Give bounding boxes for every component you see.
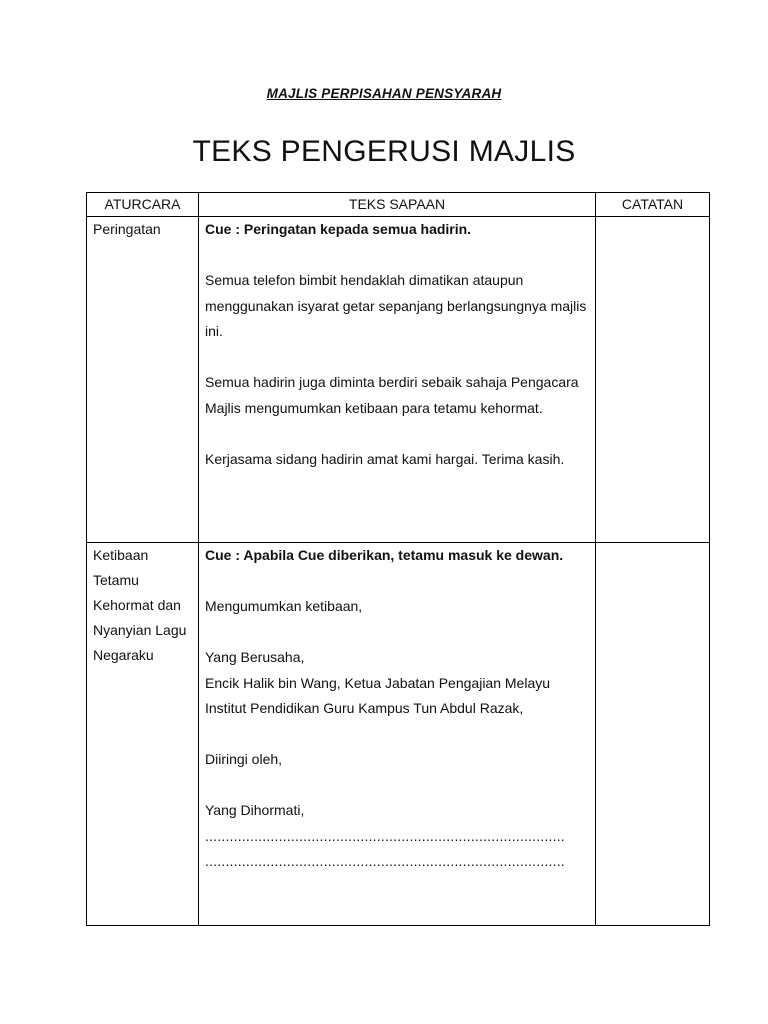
- paragraph: Kerjasama sidang hadirin amat kami hargai. Terima kasih.: [205, 450, 565, 467]
- paragraph: Semua hadirin juga diminta berdiri sebaik sahaja Pengacara Majlis mengumumkan ketibaan para tetamu kehormat.: [205, 374, 579, 416]
- document-title: TEKS PENGERUSI MAJLIS: [192, 135, 576, 168]
- table-header-row: [87, 193, 710, 217]
- event-header: MAJLIS PERPISAHAN PENSYARAH: [266, 86, 502, 101]
- catatan-cell: [596, 543, 710, 926]
- paragraph: Semua telefon bimbit hendaklah dimatikan ataupun menggunakan isyarat getar sepanjang berlangsungnya majlis ini.: [205, 272, 587, 339]
- aturcara-cell: Ketibaan Tetamu Kehormat dan Nyanyian Lagu Negaraku: [87, 543, 199, 926]
- column-header-catatan: CATATAN: [596, 193, 710, 217]
- teks-sapaan-cell: [199, 543, 596, 926]
- program-table: [86, 192, 710, 926]
- blank-fill-line: ........................................................................................: [205, 853, 565, 869]
- column-header-aturcara: ATURCARA: [87, 193, 199, 217]
- table-row: [87, 543, 710, 926]
- honorific-text: Yang Berusaha,: [205, 649, 305, 665]
- guest-institution-line: Institut Pendidikan Guru Kampus Tun Abdul Razak,: [205, 700, 524, 716]
- catatan-cell: [596, 217, 710, 543]
- honorific-text: Yang Dihormati,: [205, 802, 305, 818]
- aturcara-cell: Peringatan: [87, 217, 199, 543]
- table-row: [87, 217, 710, 543]
- accompanied-text: Diiringi oleh,: [205, 751, 283, 767]
- teks-sapaan-cell: [199, 217, 596, 543]
- blank-fill-line: ........................................................................................: [205, 827, 565, 844]
- guest-name-line: Encik Halik bin Wang, Ketua Jabatan Pengajian Melayu: [205, 674, 551, 691]
- announce-text: Mengumumkan ketibaan,: [205, 598, 363, 614]
- cue-text: Cue : Peringatan kepada semua hadirin.: [205, 221, 472, 237]
- column-header-teks-sapaan: TEKS SAPAAN: [199, 193, 596, 217]
- cue-text: Cue : Apabila Cue diberikan, tetamu masuk ke dewan.: [205, 547, 564, 563]
